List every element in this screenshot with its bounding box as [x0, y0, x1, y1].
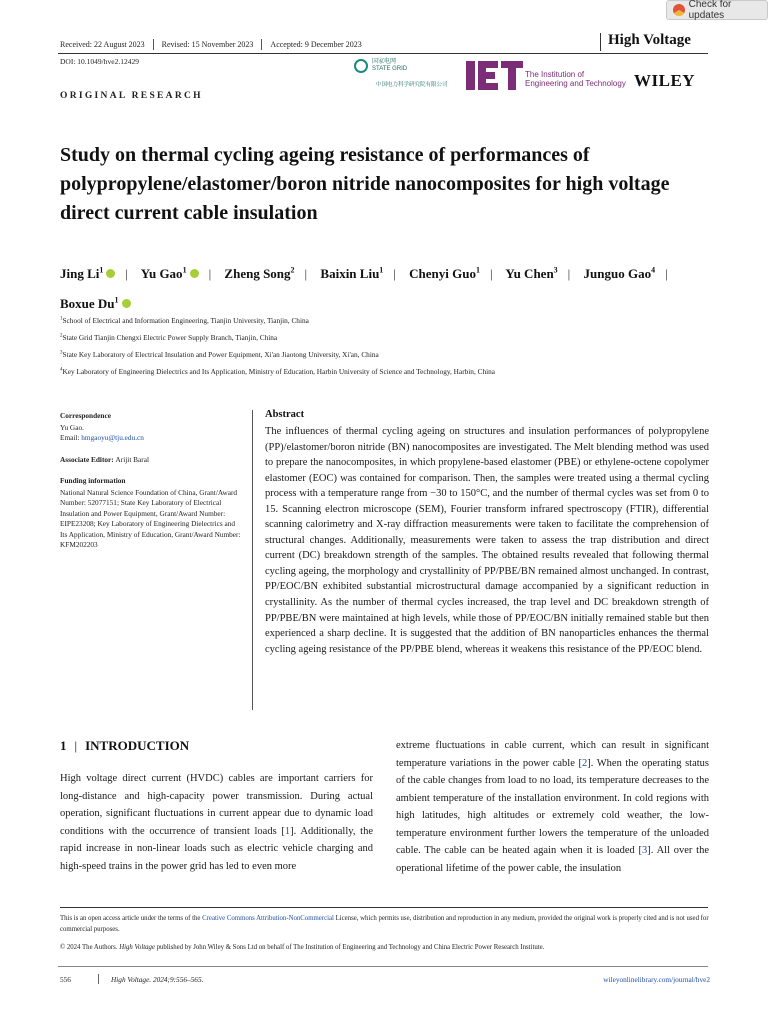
author-name[interactable] — [320, 266, 383, 281]
state-grid-logo — [354, 59, 407, 73]
header-rule — [58, 53, 708, 54]
page-footer — [60, 974, 710, 984]
paragraph-text: extreme fluctuations in cable current, which can result in significant temperature variations in the power cable [ — [396, 740, 709, 769]
iet-logo — [466, 61, 523, 90]
journal-url-link[interactable]: wileyonlinelibrary.com/journal/hve2 — [603, 974, 710, 984]
citation-link[interactable]: 2 — [581, 757, 588, 769]
divider — [98, 974, 99, 984]
author-name-text: Jing Li — [60, 266, 100, 282]
author-list — [60, 258, 710, 317]
copyright-text: published by John Wiley & Sons Ltd on behalf of The Institution of Engineering and Technology and China Electric Power Research Institute. — [154, 944, 545, 951]
license-link[interactable]: Creative Commons Attribution-NonCommercial — [202, 915, 334, 922]
received-date: Received: 22 August 2023 — [60, 40, 145, 49]
author-affiliation-mark: 2 — [290, 266, 295, 275]
intro-column-2 — [396, 737, 709, 877]
paragraph-text: ]. When the operating status of the cable changes from load to no load, its temperature decreases to the ambient temperature of the installation environment. In cold regions with high latitudes, high altitudes or extremely cold weather, the low-temperature environment further lowers the temperature of the unloaded cable. The cable can be heated again when it is loaded [ — [396, 757, 710, 856]
author-affiliation-mark: 1 — [114, 295, 119, 305]
check-for-updates-button[interactable] — [666, 0, 768, 20]
section-heading: 1 | INTRODUCTION — [60, 738, 190, 753]
author-separator: | — [304, 266, 308, 282]
section-number: 1 — [60, 738, 67, 753]
correspondence-name: Yu Gao. — [60, 422, 84, 432]
crossmark-icon — [673, 4, 685, 16]
email-label: Email: — [60, 433, 82, 442]
article-dates — [60, 39, 370, 50]
author-separator: | — [665, 266, 668, 282]
author-separator: | — [208, 266, 212, 282]
copyright-text: © 2024 The Authors. — [60, 944, 120, 951]
orcid-icon[interactable] — [122, 299, 131, 308]
author-name[interactable] — [505, 266, 557, 281]
affiliation-text: School of Electrical and Information Engineering, Tianjin University, Tianjin, China — [62, 316, 309, 325]
affiliation-number: 1 — [60, 316, 63, 322]
author-name[interactable] — [584, 266, 656, 281]
author-name[interactable] — [60, 266, 115, 281]
author-separator: | — [489, 266, 493, 282]
license-text: This is an open access article under the terms of the — [60, 915, 203, 922]
citation-link[interactable]: 1 — [284, 825, 291, 837]
affiliations — [60, 316, 495, 384]
revised-date: Revised: 15 November 2023 — [161, 40, 254, 49]
author-name-text: Chenyi Guo — [409, 266, 476, 282]
article-title: Study on thermal cycling ageing resistance of performances of polypropylene/elastomer/boron nitride nanocomposites for high voltage direct current cable insulation — [60, 144, 670, 224]
author-separator: | — [567, 266, 571, 282]
author-affiliation-mark: 1 — [182, 266, 187, 275]
page-number: 556 — [60, 974, 71, 984]
author-affiliation-mark: 1 — [379, 266, 384, 275]
affiliation-number: 2 — [60, 333, 63, 339]
wiley-logo: WILEY — [634, 71, 696, 90]
accepted-date: Accepted: 9 December 2023 — [270, 40, 362, 49]
author-name-text: Yu Chen — [505, 266, 554, 282]
citation-link[interactable]: 3 — [642, 845, 648, 856]
funding-heading: Funding information — [60, 476, 126, 485]
author-name[interactable] — [141, 266, 199, 281]
editor-name: Arijit Baral — [115, 454, 149, 464]
citation: High Voltage. 2024;9:556–565. — [111, 974, 204, 984]
column-divider — [252, 410, 253, 710]
iet-name-line2: Engineering and Technology — [525, 79, 626, 88]
copyright-journal: High Voltage — [119, 944, 155, 951]
affiliation — [60, 316, 495, 333]
divider — [600, 33, 601, 51]
editor-label: Associate Editor: — [60, 454, 116, 464]
license-note — [60, 913, 710, 935]
footer-notes — [60, 913, 710, 953]
section-title: INTRODUCTION — [85, 738, 190, 753]
check-for-updates-label: Check for updates — [688, 0, 732, 21]
orcid-icon[interactable] — [190, 269, 199, 278]
affiliation-text: State Key Laboratory of Electrical Insulation and Power Equipment, Xi'an Jiaotong University, Xi'an, China — [62, 350, 379, 359]
state-grid-icon — [354, 59, 368, 73]
author-affiliation-mark: 4 — [651, 266, 656, 275]
author-name-text: Boxue Du — [60, 295, 115, 311]
abstract-text: The influences of thermal cycling ageing on structures and insulation performances of polypropylene (PP)/elastomer/boron nitride (BN) nanocomposites are investigated. The Melt blending method was used to prepare the nanocomposites, in which propylene-based elastomer (PBE) or ethylene-octene copolymer elastomer (EOC) was contained for comparison. Then, the samples were treated using a thermal cycling process with a temperature range from −30 to 150°C, and the number of thermal cycles was set from 0 to 15. Scanning electron microscope (SEM), Fourier transform infrared spectroscopy (FTIR), differential scanning calorimetry and X-ray diffraction measurements were taken to facilitate the comprehension of structural changes. Additionally, measurements were taken to assess the trap distribution and direct current (DC) breakdown strength of the samples. The obtained results revealed that following thermal cycling ageing, the morphology and crystallinity of PP/PBE/BN remained almost unchanged. In contrast, PP/EOC/BN exhibited substantial microstructural damage accompanied by a significant reduction in crystallinity. As the number of thermal cycles increased, the trap level and DC breakdown strength of PP/PBE/BN were maintained at high levels, while those of PP/EOC/BN initially remained stable but then experienced a sharp decline. It is suggested that the addition of BN nanoparticles enhances the thermal cycling ageing resistance of the PP/PBE blend, whereas it weakens this resistance of the PP/EOC blend. — [265, 426, 709, 655]
copyright-note — [60, 942, 710, 953]
author-affiliation-mark: 1 — [99, 266, 104, 275]
journal-name: High Voltage — [608, 32, 691, 48]
cepri-logo-text: 中国电力科学研究院有限公司 — [376, 82, 448, 88]
author-name-text: Baixin Liu — [320, 266, 380, 282]
doi[interactable]: DOI: 10.1049/hve2.12429 — [60, 57, 139, 66]
author-affiliation-mark: 1 — [475, 266, 480, 275]
author-name-text: Yu Gao — [140, 266, 183, 282]
state-grid-cn: 国家电网 — [372, 59, 397, 65]
iet-name-line1: The Institution of — [525, 70, 585, 79]
affiliation — [60, 333, 495, 350]
paragraph-text: ]. All over the operational lifetime of the power cable, the insulation — [396, 845, 709, 874]
bottom-rule — [58, 966, 708, 967]
author-affiliation-mark: 3 — [553, 266, 558, 275]
license-text: License, which permits use, distribution and reproduction in any medium, provided the original work is properly cited and is not used for commercial purposes. — [60, 915, 709, 933]
paragraph-text: ]. Additionally, the rapid increase in non-linear loads such as electric vehicle charging and high-speed trains in the power grid has led to even more — [60, 825, 373, 872]
author-name[interactable] — [224, 266, 294, 281]
correspondence-email-link[interactable]: hmgaoyu@tju.edu.cn — [81, 433, 144, 442]
affiliation — [60, 350, 495, 367]
affiliation-number: 3 — [60, 350, 63, 356]
affiliation-text: Key Laboratory of Engineering Dielectrics and Its Application, Ministry of Education, Harbin University of Science and Technology, Harbin, China — [62, 367, 496, 376]
affiliation-number: 4 — [60, 367, 63, 373]
affiliation — [60, 367, 495, 384]
state-grid-en: STATE GRID — [372, 66, 408, 72]
funding-text: National Natural Science Foundation of China, Grant/Award Number: 52077151; State Key Laboratory of Electrical Insulation and Power Equipment, Grant/Award Number: EIPE23208; Key Laboratory of Engineering Dielectrics and Its Application, Ministry of Education, Grant/Award Number: KFM202203 — [60, 487, 241, 549]
paragraph-text: High voltage direct current (HVDC) cables are important carriers for long-distance and high-capacity power transmission. During actual operation, significant fluctuations in current appear due to dynamic load conditions with the occurrence of transient loads [ — [60, 773, 373, 837]
author-separator: | — [125, 266, 128, 282]
intro-column-1 — [60, 770, 373, 875]
author-separator: | — [393, 266, 396, 282]
sidebar — [60, 411, 242, 562]
correspondence-heading: Correspondence — [60, 411, 111, 420]
author-name-text: Zheng Song — [224, 266, 291, 282]
affiliation-text: State Grid Tianjin Chengxi Electric Power Supply Branch, Tianjin, China — [62, 333, 278, 342]
author-name-text: Junguo Gao — [583, 266, 652, 282]
iet-name — [525, 70, 626, 88]
article-type: ORIGINAL RESEARCH — [60, 91, 203, 101]
footer-rule — [60, 907, 708, 908]
author-name[interactable] — [409, 266, 480, 281]
author-name[interactable] — [60, 296, 131, 311]
abstract-heading: Abstract — [265, 409, 305, 420]
